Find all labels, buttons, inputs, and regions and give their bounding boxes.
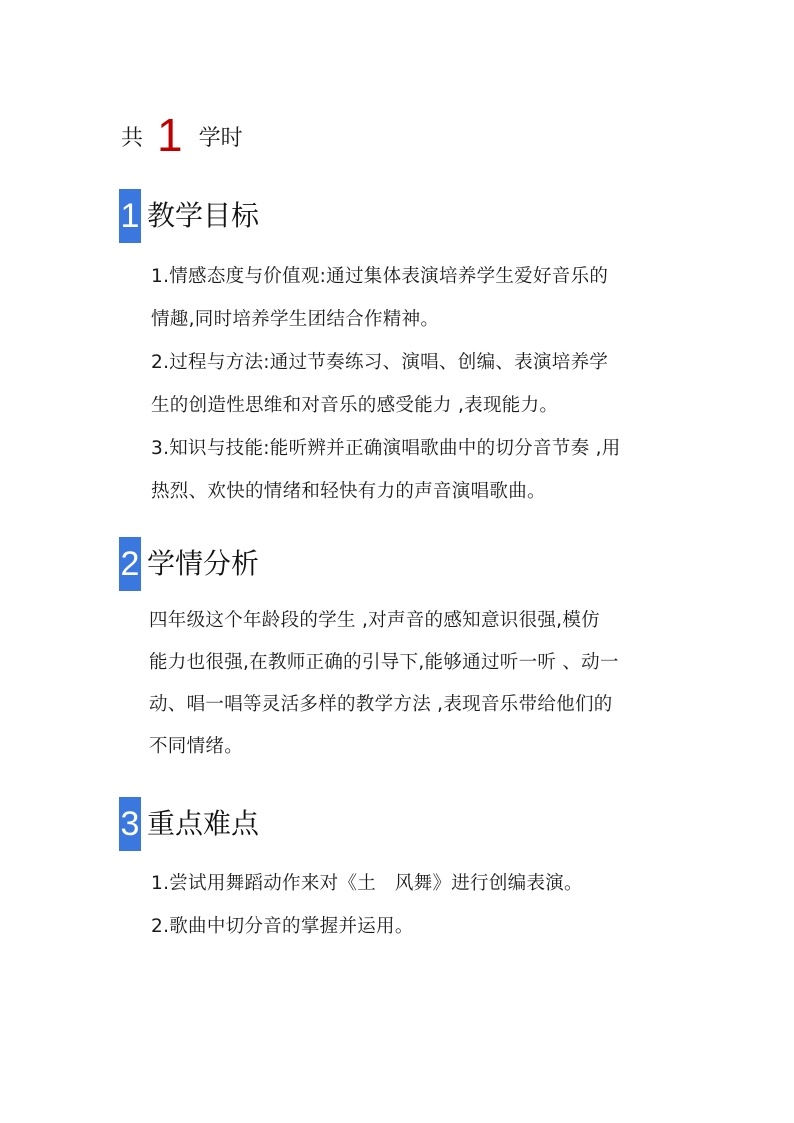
body-line: 四年级这个年龄段的学生 ,对声音的感知意识很强,模仿 — [149, 610, 600, 631]
body-line: 2.歌曲中切分音的掌握并运用。 — [151, 916, 414, 937]
body-line: 情趣,同时培养学生团结合作精神。 — [151, 309, 440, 330]
section-title: 教学目标 — [147, 199, 260, 232]
section-number-badge: 1 — [119, 189, 141, 243]
section-body-learner-analysis — [149, 600, 679, 768]
section-heading-key-difficulties — [119, 797, 259, 851]
section-body-key-difficulties — [151, 862, 681, 948]
hours-number: 1 — [157, 108, 183, 161]
section-number-badge: 2 — [119, 537, 141, 591]
section-title: 重点难点 — [147, 807, 260, 840]
body-line: 热烈、欢快的情绪和轻快有力的声音演唱歌曲。 — [151, 481, 546, 502]
body-line: 1.尝试用舞蹈动作来对《土 风舞》进行创编表演。 — [151, 873, 583, 894]
hours-prefix: 共 — [121, 126, 144, 151]
section-title: 学情分析 — [147, 547, 260, 580]
section-body-teaching-goals — [151, 255, 681, 513]
class-hours — [121, 104, 243, 161]
section-number-badge: 3 — [119, 797, 141, 851]
hours-suffix: 学时 — [198, 126, 243, 151]
body-line: 生的创造性思维和对音乐的感受能力 ,表现能力。 — [151, 395, 559, 416]
body-line: 动、唱一唱等灵活多样的教学方法 ,表现音乐带给他们的 — [149, 694, 613, 715]
body-line: 2.过程与方法:通过节奏练习、演唱、创编、表演培养学 — [151, 352, 609, 373]
body-line: 1.情感态度与价值观:通过集体表演培养学生爱好音乐的 — [151, 266, 609, 287]
body-line: 能力也很强,在教师正确的引导下,能够通过听一听 、动一 — [149, 652, 619, 673]
body-line: 3.知识与技能:能听辨并正确演唱歌曲中的切分音节奏 ,用 — [151, 438, 621, 459]
section-heading-teaching-goals — [119, 189, 259, 243]
body-line: 不同情绪。 — [149, 736, 244, 757]
section-heading-learner-analysis — [119, 537, 259, 591]
